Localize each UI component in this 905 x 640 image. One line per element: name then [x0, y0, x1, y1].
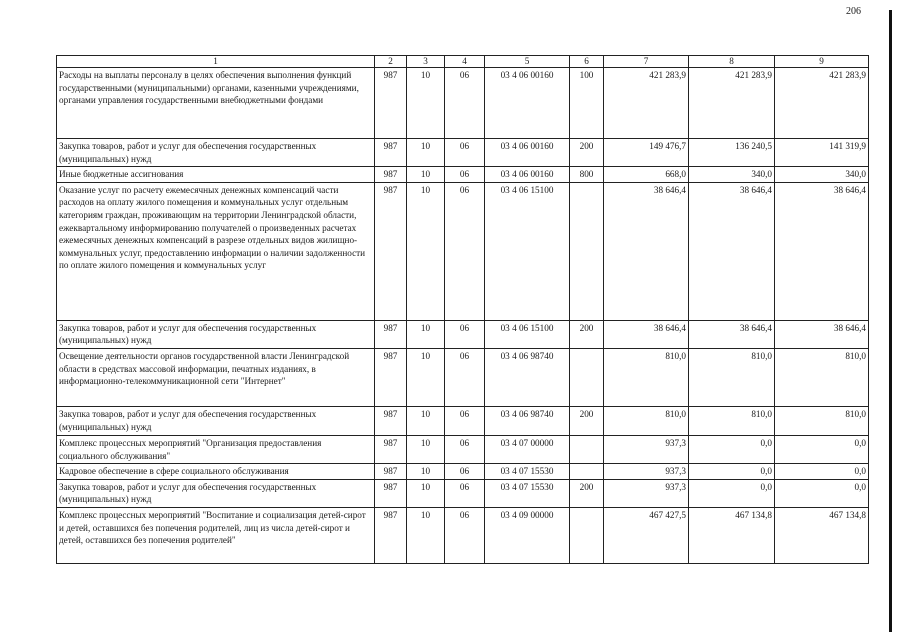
- row-description: Кадровое обеспечение в сфере социального обслуживания: [57, 464, 375, 480]
- cell-target-article: 03 4 06 15100: [485, 182, 570, 320]
- header-cell: 2: [375, 56, 407, 68]
- cell-section: 10: [407, 182, 445, 320]
- cell-amount-year1: 810,0: [604, 406, 689, 435]
- cell-target-article: 03 4 06 00160: [485, 167, 570, 183]
- row-description: Закупка товаров, работ и услуг для обеспечения государственных (муниципальных) нужд: [57, 479, 375, 507]
- budget-table: [56, 55, 869, 564]
- table-row: [57, 479, 869, 507]
- cell-section: 10: [407, 139, 445, 167]
- cell-amount-year3: 467 134,8: [775, 507, 869, 563]
- page-number: 206: [846, 6, 861, 17]
- cell-amount-year3: 141 319,9: [775, 139, 869, 167]
- cell-expense-type: 200: [570, 139, 604, 167]
- cell-target-article: 03 4 06 98740: [485, 348, 570, 406]
- row-description: Освещение деятельности органов государственной власти Ленинградской области в средствах массовой информации, печатных изданиях, в информационно-телекоммуникационной сети "Интернет": [57, 348, 375, 406]
- cell-subsection: 06: [445, 167, 485, 183]
- cell-ministry: 987: [375, 406, 407, 435]
- cell-amount-year1: 38 646,4: [604, 320, 689, 348]
- cell-expense-type: [570, 464, 604, 480]
- row-description: Иные бюджетные ассигнования: [57, 167, 375, 183]
- cell-ministry: 987: [375, 479, 407, 507]
- row-description: Расходы на выплаты персоналу в целях обеспечения выполнения функций государственными (муниципальными) органами, казенными учреждениями, органами управления государственными внебюджетными фондами: [57, 68, 375, 139]
- cell-amount-year2: 38 646,4: [689, 182, 775, 320]
- cell-amount-year1: 38 646,4: [604, 182, 689, 320]
- cell-target-article: 03 4 07 15530: [485, 479, 570, 507]
- table-row: [57, 68, 869, 139]
- row-description: Комплекс процессных мероприятий "Организация предоставления социального обслуживания": [57, 435, 375, 463]
- cell-subsection: 06: [445, 320, 485, 348]
- cell-ministry: 987: [375, 139, 407, 167]
- cell-ministry: 987: [375, 464, 407, 480]
- cell-target-article: 03 4 06 00160: [485, 68, 570, 139]
- row-description: Закупка товаров, работ и услуг для обеспечения государственных (муниципальных) нужд: [57, 320, 375, 348]
- cell-amount-year1: 421 283,9: [604, 68, 689, 139]
- cell-expense-type: 200: [570, 406, 604, 435]
- header-cell: 4: [445, 56, 485, 68]
- row-description: Закупка товаров, работ и услуг для обеспечения государственных (муниципальных) нужд: [57, 406, 375, 435]
- header-cell: 3: [407, 56, 445, 68]
- cell-amount-year3: 0,0: [775, 479, 869, 507]
- cell-expense-type: 800: [570, 167, 604, 183]
- cell-amount-year2: 421 283,9: [689, 68, 775, 139]
- table-row: [57, 320, 869, 348]
- cell-ministry: 987: [375, 507, 407, 563]
- cell-section: 10: [407, 507, 445, 563]
- cell-amount-year2: 136 240,5: [689, 139, 775, 167]
- cell-amount-year2: 467 134,8: [689, 507, 775, 563]
- header-cell: 5: [485, 56, 570, 68]
- cell-amount-year3: 38 646,4: [775, 320, 869, 348]
- cell-expense-type: 200: [570, 479, 604, 507]
- cell-amount-year2: 810,0: [689, 348, 775, 406]
- cell-ministry: 987: [375, 182, 407, 320]
- table-row: [57, 507, 869, 563]
- row-description: Комплекс процессных мероприятий "Воспитание и социализация детей-сирот и детей, оставшихся без попечения родителей, лиц из числа детей-сирот и детей, оставшихся без попечения родителей": [57, 507, 375, 563]
- cell-subsection: 06: [445, 464, 485, 480]
- cell-amount-year3: 38 646,4: [775, 182, 869, 320]
- cell-section: 10: [407, 167, 445, 183]
- scan-edge-mark: [889, 10, 892, 632]
- table-row: [57, 464, 869, 480]
- cell-subsection: 06: [445, 479, 485, 507]
- header-row: [57, 56, 869, 68]
- table-row: [57, 182, 869, 320]
- cell-amount-year3: 810,0: [775, 406, 869, 435]
- cell-target-article: 03 4 06 98740: [485, 406, 570, 435]
- cell-amount-year3: 0,0: [775, 464, 869, 480]
- header-cell: 8: [689, 56, 775, 68]
- cell-subsection: 06: [445, 68, 485, 139]
- cell-amount-year1: 668,0: [604, 167, 689, 183]
- cell-subsection: 06: [445, 406, 485, 435]
- cell-section: 10: [407, 320, 445, 348]
- cell-target-article: 03 4 07 15530: [485, 464, 570, 480]
- cell-amount-year1: 149 476,7: [604, 139, 689, 167]
- cell-amount-year1: 937,3: [604, 464, 689, 480]
- table-row: [57, 435, 869, 463]
- row-description: Закупка товаров, работ и услуг для обеспечения государственных (муниципальных) нужд: [57, 139, 375, 167]
- table-row: [57, 139, 869, 167]
- cell-amount-year1: 937,3: [604, 435, 689, 463]
- cell-amount-year2: 0,0: [689, 464, 775, 480]
- cell-expense-type: [570, 348, 604, 406]
- cell-section: 10: [407, 406, 445, 435]
- cell-target-article: 03 4 09 00000: [485, 507, 570, 563]
- table-row: [57, 406, 869, 435]
- cell-amount-year2: 0,0: [689, 435, 775, 463]
- cell-ministry: 987: [375, 348, 407, 406]
- cell-ministry: 987: [375, 435, 407, 463]
- cell-subsection: 06: [445, 139, 485, 167]
- cell-subsection: 06: [445, 182, 485, 320]
- cell-amount-year2: 38 646,4: [689, 320, 775, 348]
- cell-amount-year1: 467 427,5: [604, 507, 689, 563]
- cell-expense-type: [570, 435, 604, 463]
- cell-ministry: 987: [375, 320, 407, 348]
- cell-amount-year3: 340,0: [775, 167, 869, 183]
- cell-amount-year2: 0,0: [689, 479, 775, 507]
- cell-amount-year2: 810,0: [689, 406, 775, 435]
- cell-amount-year2: 340,0: [689, 167, 775, 183]
- cell-target-article: 03 4 06 00160: [485, 139, 570, 167]
- cell-subsection: 06: [445, 435, 485, 463]
- cell-expense-type: [570, 507, 604, 563]
- header-cell: 7: [604, 56, 689, 68]
- cell-section: 10: [407, 348, 445, 406]
- table-row: [57, 348, 869, 406]
- cell-section: 10: [407, 479, 445, 507]
- header-cell: 9: [775, 56, 869, 68]
- cell-amount-year3: 0,0: [775, 435, 869, 463]
- cell-ministry: 987: [375, 167, 407, 183]
- cell-amount-year1: 810,0: [604, 348, 689, 406]
- cell-amount-year1: 937,3: [604, 479, 689, 507]
- row-description: Оказание услуг по расчету ежемесячных денежных компенсаций части расходов на оплату жилого помещения и коммунальных услуг отдельным категориям граждан, проживающим на территории Ленинградской области, ежеквартальному информированию получателей о произведенных расчетах ежемесячных денежных компенсаций в разрезе отдельных видов жилищно-коммунальных услуг, предоставлению информации о наличии задолженности по оплате жилого помещения и коммунальных услуг: [57, 182, 375, 320]
- cell-expense-type: [570, 182, 604, 320]
- cell-target-article: 03 4 07 00000: [485, 435, 570, 463]
- cell-ministry: 987: [375, 68, 407, 139]
- header-cell: 6: [570, 56, 604, 68]
- cell-expense-type: 100: [570, 68, 604, 139]
- cell-subsection: 06: [445, 507, 485, 563]
- cell-subsection: 06: [445, 348, 485, 406]
- cell-section: 10: [407, 464, 445, 480]
- cell-amount-year3: 421 283,9: [775, 68, 869, 139]
- header-cell: 1: [57, 56, 375, 68]
- cell-expense-type: 200: [570, 320, 604, 348]
- cell-section: 10: [407, 68, 445, 139]
- table-row: [57, 167, 869, 183]
- cell-section: 10: [407, 435, 445, 463]
- cell-target-article: 03 4 06 15100: [485, 320, 570, 348]
- cell-amount-year3: 810,0: [775, 348, 869, 406]
